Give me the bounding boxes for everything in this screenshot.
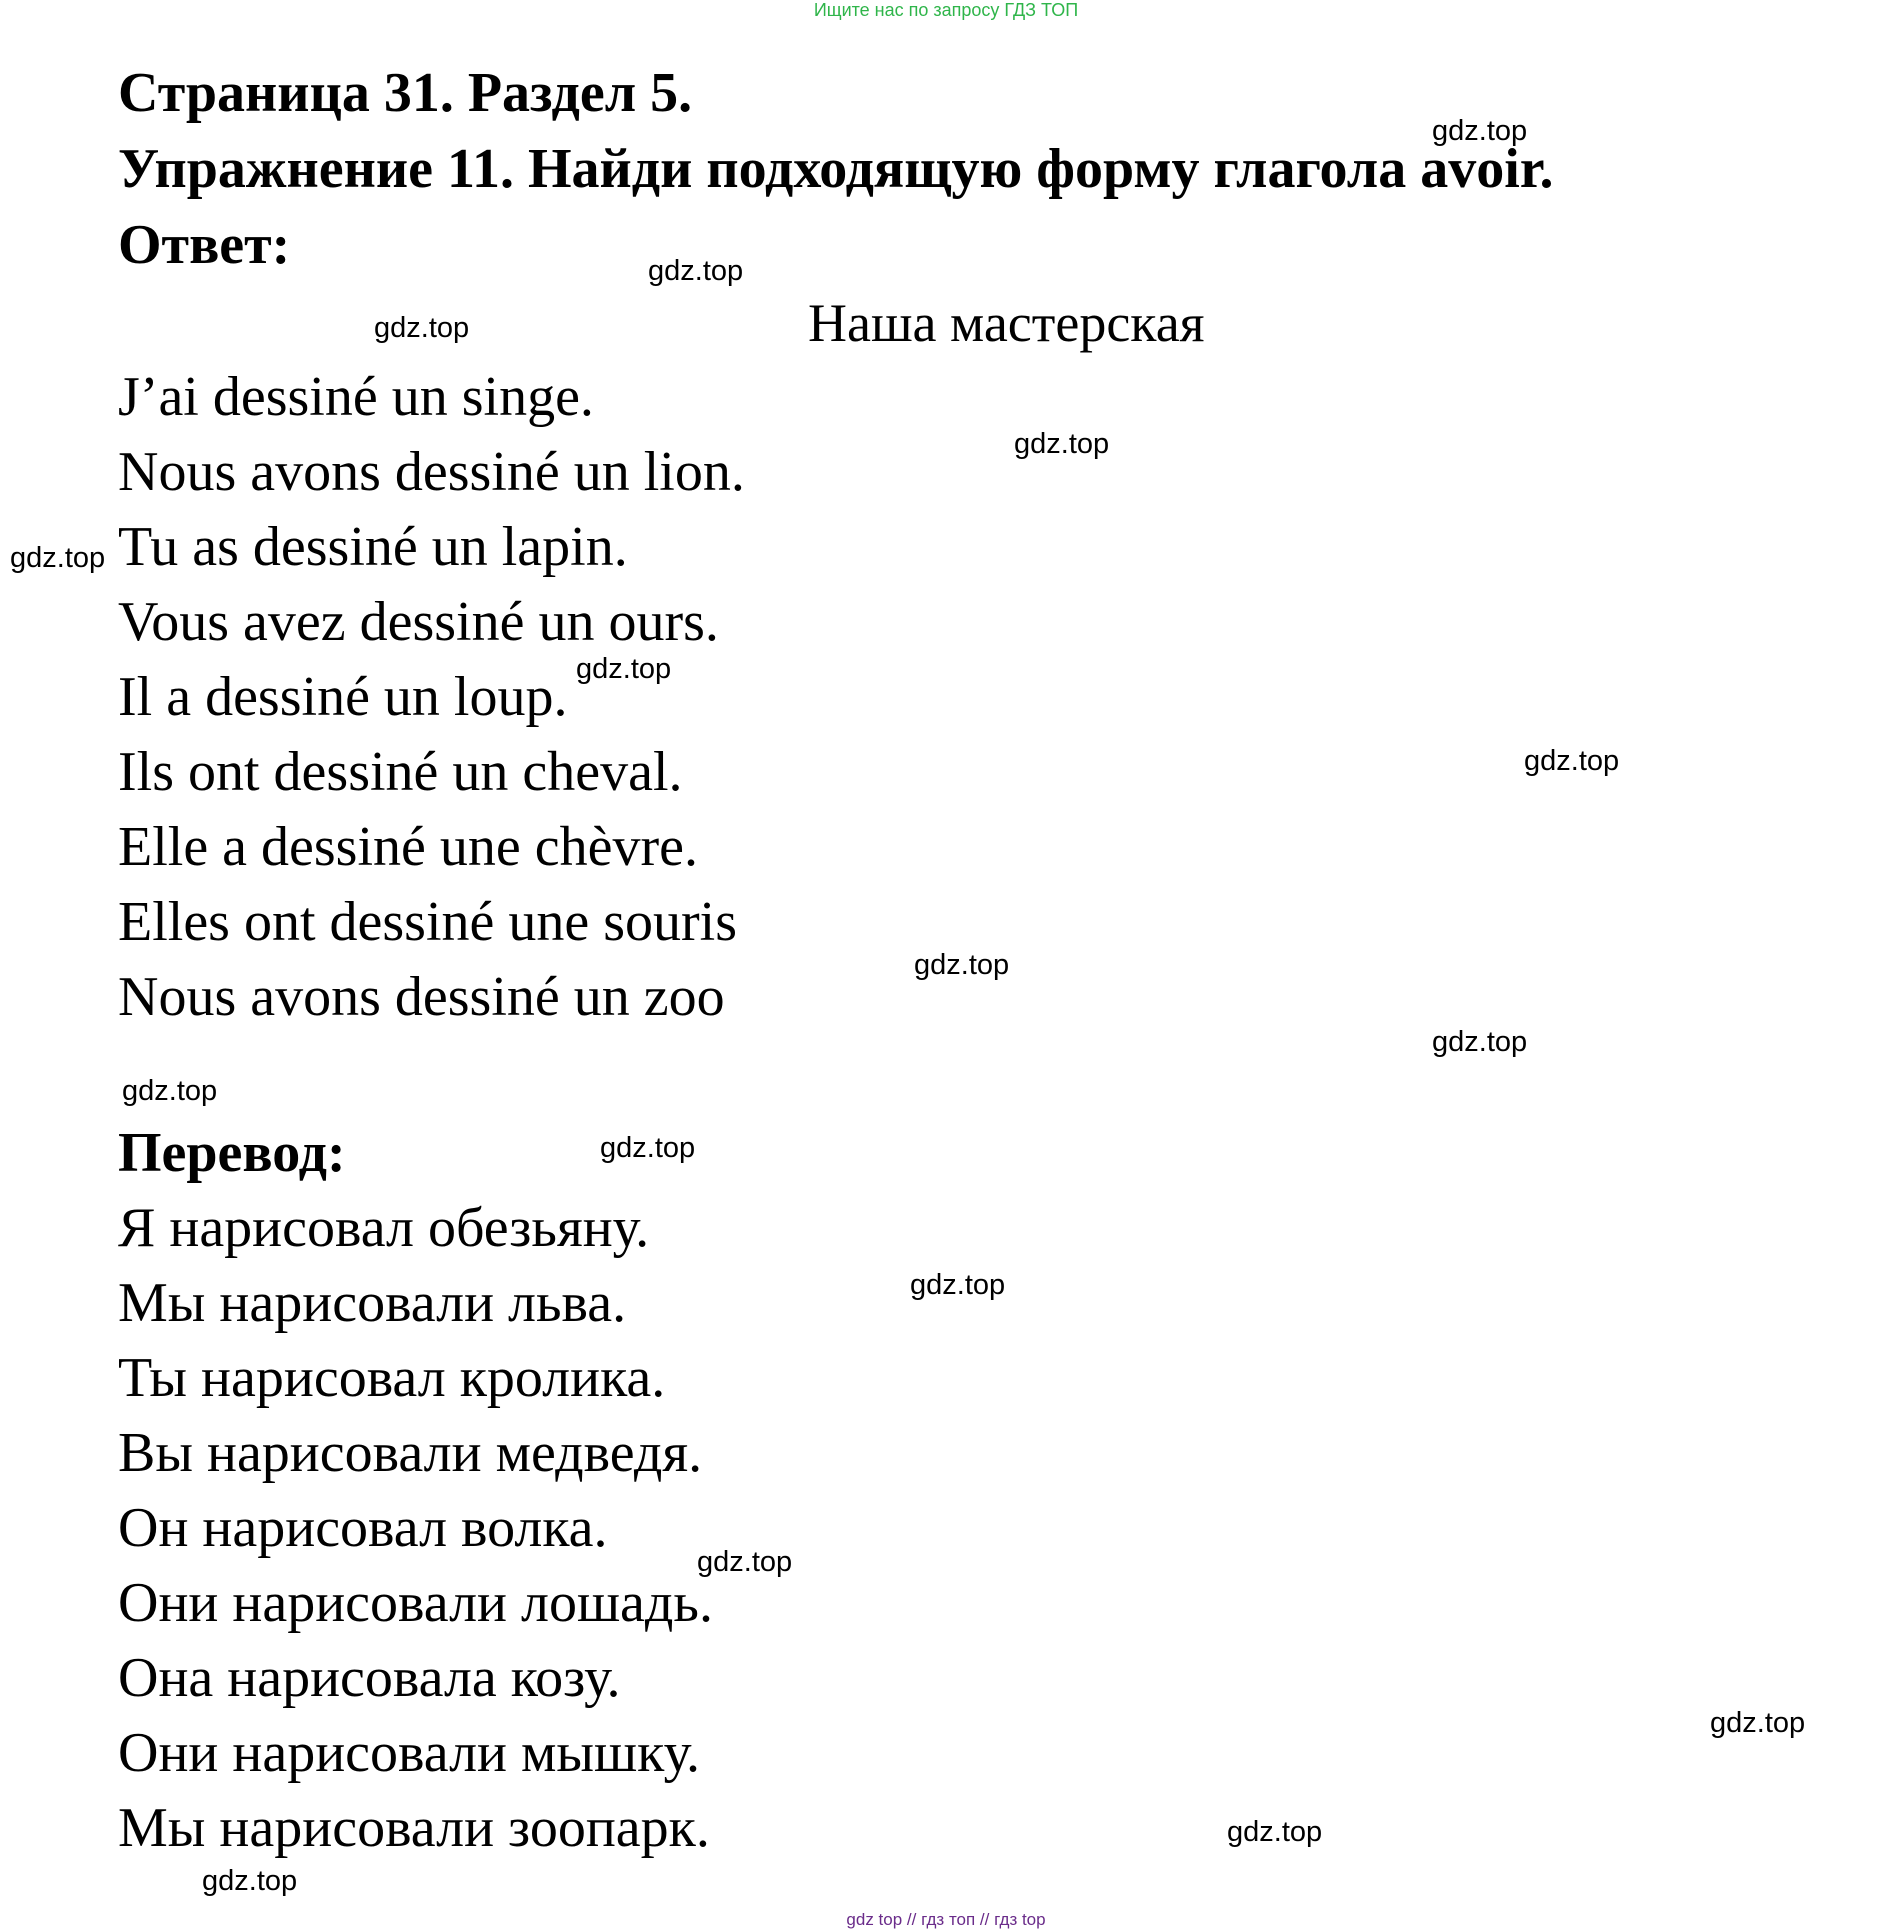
translation-line: Я нарисовал обезьяну. xyxy=(118,1197,650,1259)
answer-line: J’ai dessiné un singe. xyxy=(118,366,594,428)
answer-line: Nous avons dessiné un lion. xyxy=(118,441,745,503)
watermark: gdz.top xyxy=(374,312,470,344)
watermark: gdz.top xyxy=(1014,428,1110,460)
translation-line: Она нарисовала козу. xyxy=(118,1647,621,1709)
translation-line: Они нарисовали лошадь. xyxy=(118,1572,713,1634)
answer-line: Elles ont dessiné une souris xyxy=(118,891,738,953)
watermark: gdz.top xyxy=(914,949,1010,981)
watermark: gdz.top xyxy=(910,1269,1006,1301)
watermark: gdz.top xyxy=(600,1132,696,1164)
watermark: gdz.top xyxy=(697,1546,793,1578)
watermark: gdz.top xyxy=(576,653,672,685)
watermark: gdz.top xyxy=(1227,1816,1323,1848)
answer-line: Nous avons dessiné un zoo xyxy=(118,966,725,1028)
watermark: gdz.top xyxy=(202,1865,298,1897)
translation-line: Вы нарисовали медведя. xyxy=(118,1422,703,1484)
watermark: gdz.top xyxy=(122,1075,218,1107)
watermark: gdz.top xyxy=(1432,1026,1528,1058)
translation-line: Мы нарисовали льва. xyxy=(118,1272,627,1334)
watermark: gdz.top xyxy=(1432,115,1528,147)
exercise-heading: Упражнение 11. Найди подходящую форму глагола avoir. xyxy=(118,138,1554,200)
answer-label: Ответ: xyxy=(118,214,291,276)
watermark: gdz.top xyxy=(1710,1707,1806,1739)
answer-line: Tu as dessiné un lapin. xyxy=(118,516,628,578)
watermark: gdz.top xyxy=(1524,745,1620,777)
watermark: gdz.top xyxy=(10,542,106,574)
answer-line: Vous avez dessiné un ours. xyxy=(118,591,719,653)
translation-label: Перевод: xyxy=(118,1122,346,1184)
subtitle: Наша мастерская xyxy=(808,293,1205,353)
translation-line: Ты нарисовал кролика. xyxy=(118,1347,666,1409)
translation-line: Мы нарисовали зоопарк. xyxy=(118,1797,710,1859)
answer-line: Il a dessiné un loup. xyxy=(118,666,568,728)
translation-line: Он нарисовал волка. xyxy=(118,1497,608,1559)
answer-line: Ils ont dessiné un cheval. xyxy=(118,741,683,803)
answer-line: Elle a dessiné une chèvre. xyxy=(118,816,698,878)
top-banner: Ищите нас по запросу ГДЗ ТОП xyxy=(813,0,1079,20)
page-section-heading: Страница 31. Раздел 5. xyxy=(118,62,693,124)
translation-line: Они нарисовали мышку. xyxy=(118,1722,700,1784)
watermark: gdz.top xyxy=(648,255,744,287)
footer: gdz top // гдз топ // гдз top xyxy=(846,1910,1046,1929)
